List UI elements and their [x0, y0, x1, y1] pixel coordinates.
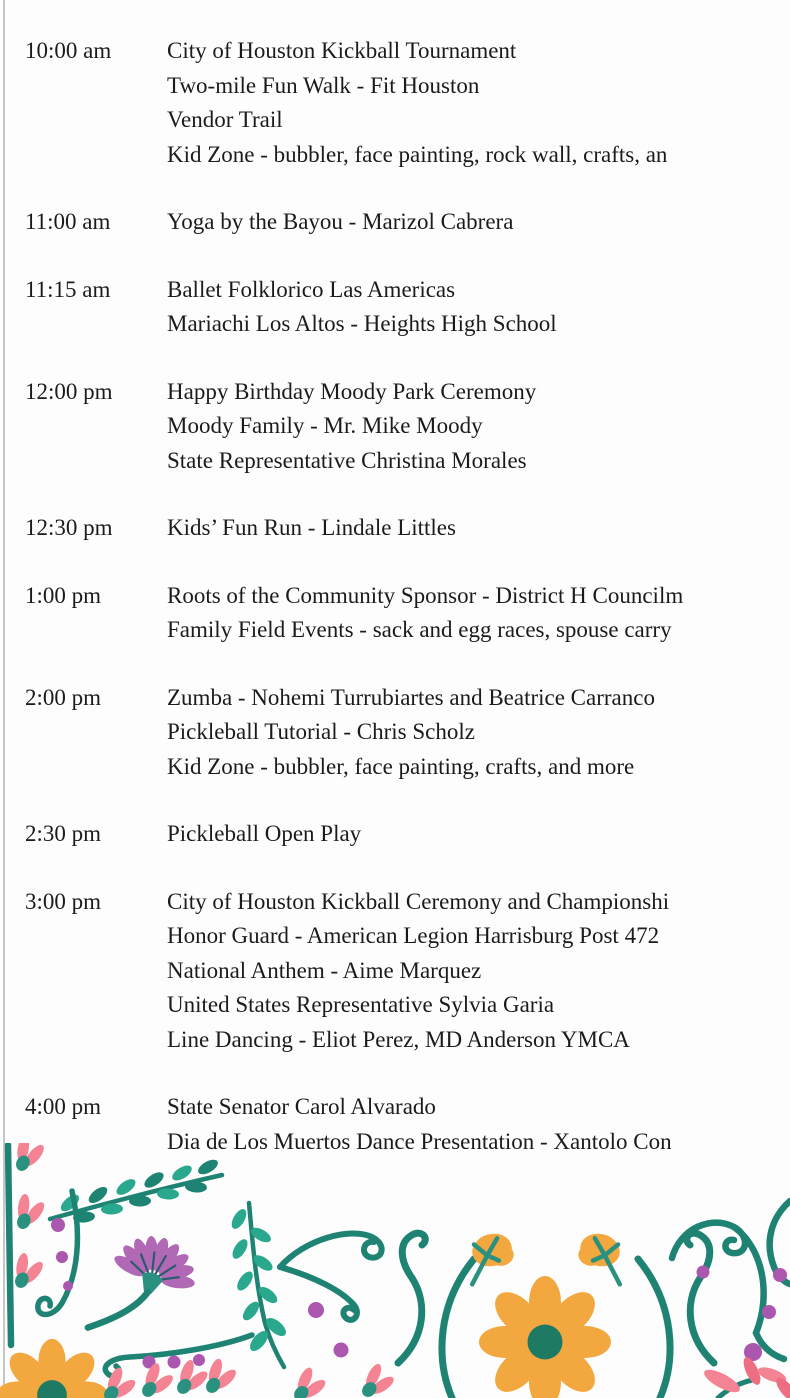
orange-flower-left-illustration [0, 1339, 108, 1398]
event-item: Yoga by the Bayou - Marizol Cabrera [167, 209, 514, 234]
event-item: Ballet Folklorico Las Americas [167, 276, 456, 302]
schedule-events [167, 885, 790, 1058]
event-item: Two-mile Fun Walk - Fit Houston [167, 72, 480, 98]
event-item: State Senator Carol Alvarado [167, 1094, 436, 1119]
schedule-time: 12:30 pm [25, 515, 113, 540]
curl-vine-illustration [38, 1191, 78, 1315]
schedule-events [167, 511, 790, 546]
event-item: City of Houston Kickball Tournament [167, 38, 517, 63]
schedule-events [167, 205, 790, 240]
event-item: National Anthem - Aime Marquez [167, 957, 482, 983]
schedule-row [25, 375, 790, 479]
event-item: City of Houston Kickball Ceremony and Championshi [167, 888, 670, 914]
schedule-time: 11:00 am [25, 209, 111, 234]
event-item: State Representative Christina Morales [167, 447, 527, 473]
schedule-time: 2:30 pm [25, 821, 102, 846]
schedule-row [25, 273, 790, 342]
event-item: Moody Family - Mr. Mike Moody [167, 413, 483, 438]
schedule-time: 10:00 am [25, 38, 112, 63]
schedule-time: 12:00 pm [25, 378, 113, 404]
schedule-events [167, 579, 790, 648]
schedule-events [167, 681, 790, 785]
schedule-row [25, 34, 790, 172]
right-purple-dots-illustration [697, 1266, 788, 1362]
event-item: Mariachi Los Altos - Heights High School [167, 311, 557, 336]
schedule-time: 11:15 am [25, 276, 111, 302]
event-item: Kid Zone - bubbler, face painting, crafts, and more [167, 753, 635, 779]
wreath-poppies-illustration [398, 1229, 714, 1398]
schedule-time: 4:00 pm [25, 1094, 102, 1119]
event-item: Kid Zone - bubbler, face painting, rock wall, crafts, an [167, 141, 668, 167]
schedule-row [25, 817, 790, 852]
floral-border-decoration [0, 1143, 790, 1398]
event-item: Pickleball Tutorial - Chris Scholz [167, 719, 475, 744]
event-item: Dia de Los Muertos Dance Presentation - Xantolo Con [167, 1128, 672, 1154]
schedule-time: 3:00 pm [25, 888, 102, 914]
schedule-time: 2:00 pm [25, 684, 102, 710]
orange-poppy-bud-left [461, 1229, 519, 1284]
event-item: Roots of the Community Sponsor - District H Councilm [167, 582, 684, 608]
schedule-events [167, 817, 790, 852]
event-item: Happy Birthday Moody Park Ceremony [167, 378, 537, 404]
schedule-list [25, 34, 790, 1192]
schedule-time: 1:00 pm [25, 582, 102, 608]
schedule-row [25, 205, 790, 240]
event-item: Honor Guard - American Legion Harrisburg Post 472 [167, 923, 660, 948]
orange-flower-center-illustration [479, 1276, 611, 1398]
event-item: Family Field Events - sack and egg races, spouse carry [167, 617, 672, 642]
schedule-events [167, 375, 790, 479]
schedule-row [25, 681, 790, 785]
schedule-row [25, 511, 790, 546]
event-item: Line Dancing - Eliot Perez, MD Anderson YMCA [167, 1026, 630, 1052]
event-item: Pickleball Open Play [167, 821, 362, 846]
event-item: Vendor Trail [167, 107, 283, 132]
purple-daisy-flower-illustration [88, 1224, 207, 1355]
pink-buds-row-illustration [95, 1355, 399, 1398]
schedule-row [25, 579, 790, 648]
right-curl-vine-illustration [672, 1201, 790, 1359]
schedule-events [167, 34, 790, 172]
schedule-row [25, 885, 790, 1058]
swirl-illustration [105, 1335, 252, 1376]
event-item: United States Representative Sylvia Garia [167, 992, 555, 1017]
event-item: Kids’ Fun Run - Lindale Littles [167, 515, 456, 540]
schedule-events [167, 273, 790, 342]
event-item: Zumba - Nohemi Turrubiartes and Beatrice Carranco [167, 684, 655, 710]
orange-poppy-bud-right [573, 1229, 631, 1284]
s-curl-vine-illustration [280, 1234, 382, 1320]
